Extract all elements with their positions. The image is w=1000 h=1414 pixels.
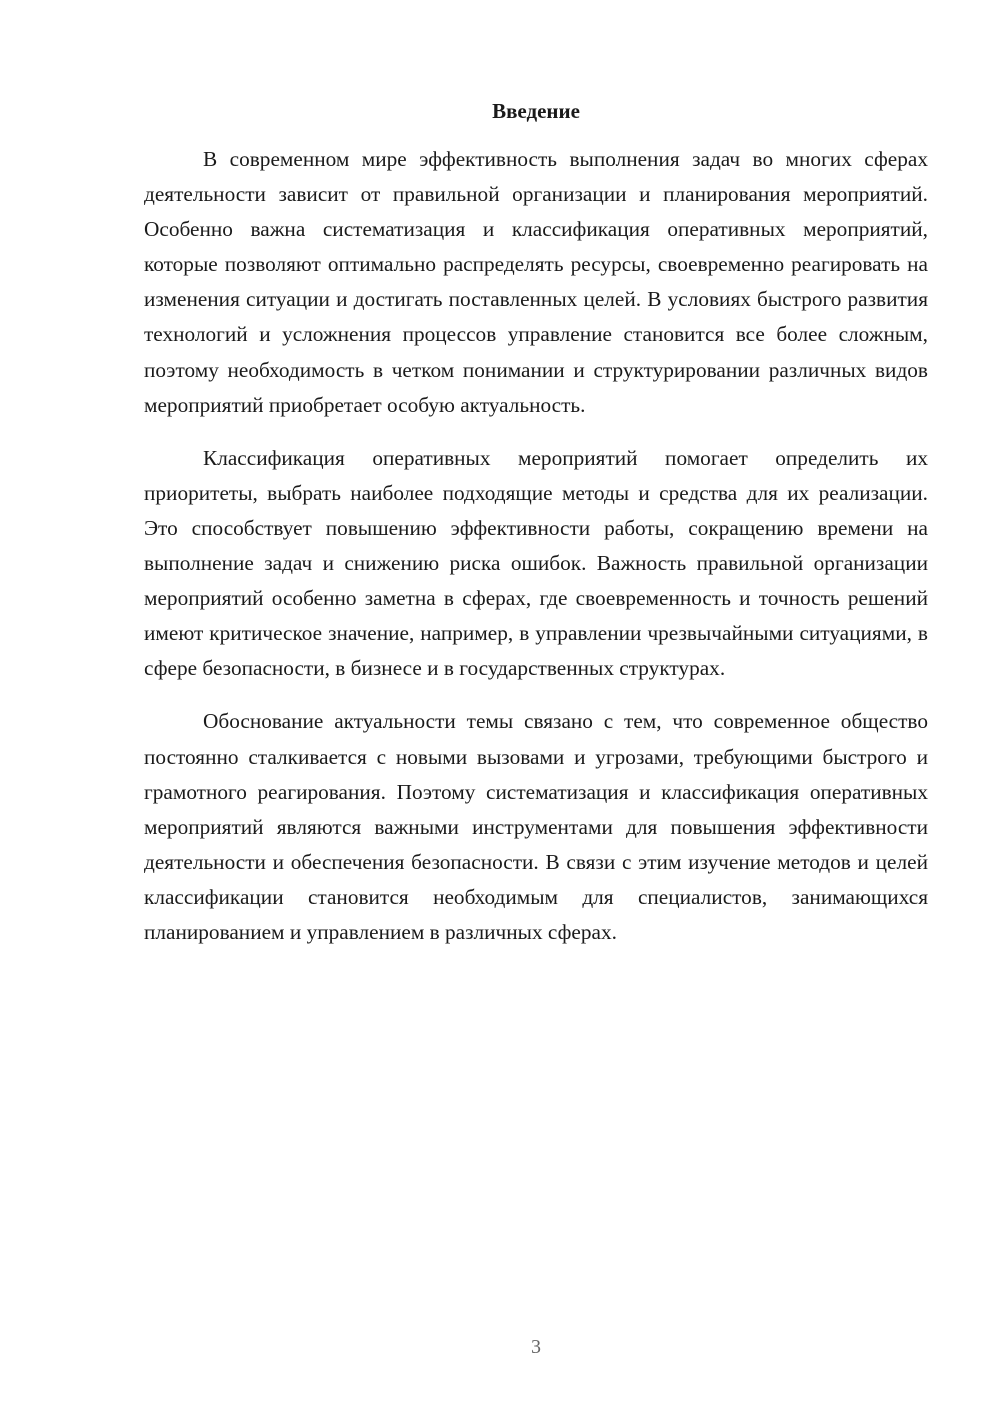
document-body [144, 142, 928, 968]
paragraph-1: В современном мире эффективность выполнения задач во многих сферах деятельности зависит от правильной организации и планирования мероприятий. Особенно важна систематизация и классификация оперативных мероприятий, которые позволяют оптимально распределять ресурсы, своевременно реагировать на изменения ситуации и достигать поставленных целей. В условиях быстрого развития технологий и усложнения процессов управление становится все более сложным, поэтому необходимость в четком понимании и структурировании различных видов мероприятий приобретает особую актуальность. [144, 147, 928, 417]
page-title: Введение [492, 99, 580, 123]
page-number: 3 [531, 1336, 541, 1358]
paragraph-3: Обоснование актуальности темы связано с тем, что современное общество постоянно сталкивается с новыми вызовами и угрозами, требующими быстрого и грамотного реагирования. Поэтому систематизация и классификация оперативных мероприятий являются важными инструментами для повышения эффективности деятельности и обеспечения безопасности. В связи с этим изучение методов и целей классификации становится необходимым для специалистов, занимающихся планированием и управлением в различных сферах. [144, 709, 928, 944]
paragraph-2: Классификация оперативных мероприятий помогает определить их приоритеты, выбрать наиболее подходящие методы и средства для их реализации. Это способствует повышению эффективности работы, сокращению времени на выполнение задач и снижению риска ошибок. Важность правильной организации мероприятий особенно заметна в сферах, где своевременность и точность решений имеют критическое значение, например, в управлении чрезвычайными ситуациями, в сфере безопасности, в бизнесе и в государственных структурах. [144, 445, 928, 681]
